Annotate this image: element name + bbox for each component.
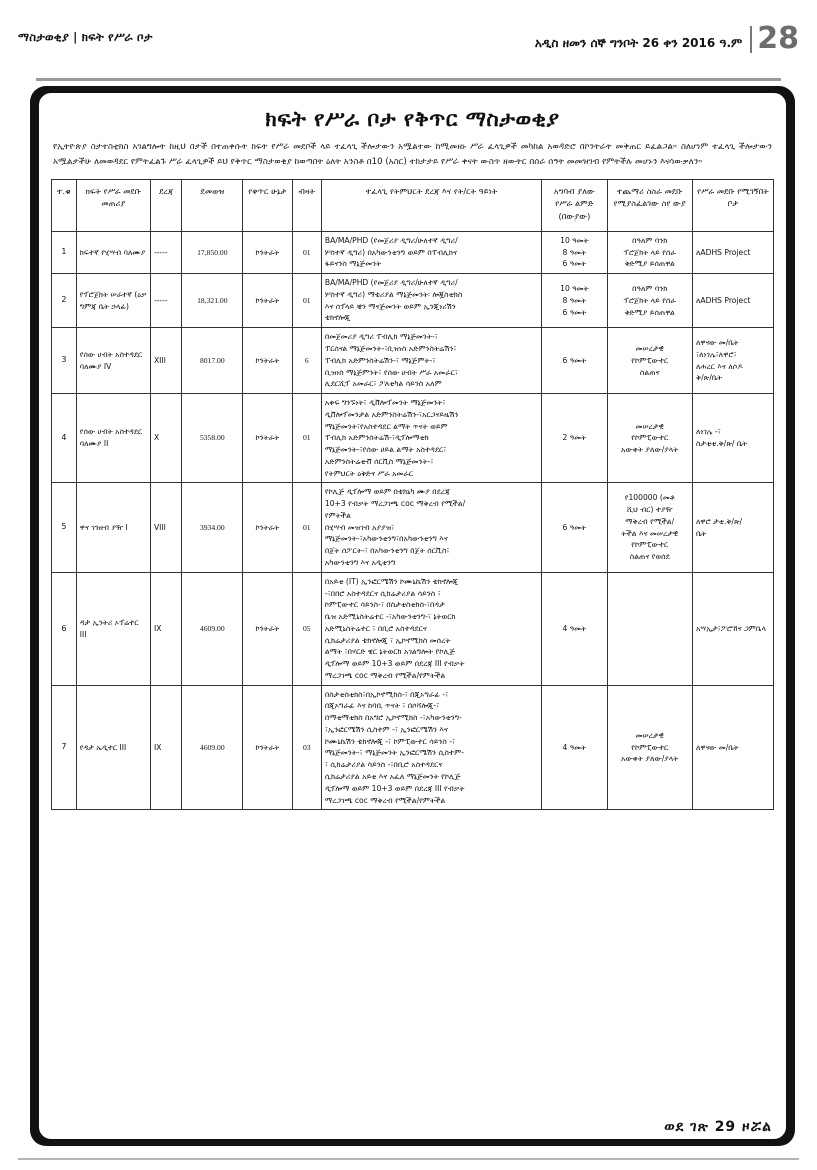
duty-station-line: ቤት [695, 528, 707, 538]
position-grade: IX [150, 685, 181, 810]
position-salary: 8017.00 [182, 328, 243, 394]
employment-type: ኮንትራት [243, 483, 292, 572]
additional-requirement-line: መሠረታዊ [635, 343, 664, 353]
qualification-requirements-line: ማኔጅመንት-፣ ማኔጅመንት ኢንፎርሜሽን ሲስተም- [324, 748, 464, 758]
position-grade: IX [150, 572, 181, 685]
row-number: 2 [52, 274, 77, 328]
work-experience-line: 10 ዓመት [560, 284, 589, 294]
position-title: ዋና ገንዘብ ያዥ I [76, 483, 150, 572]
duty-station [692, 685, 773, 810]
duty-station [692, 274, 773, 328]
col-header-qualification: ተፈላጊ የትምህርት ደረጃ እና የት/ርት ዓይነት [321, 179, 541, 231]
qualification-requirements-line: በመጀመሪያ ዲግሪ ፐብሊክ ማኔጅመንት-፣ [324, 332, 438, 342]
qualification-requirements-line: በጂኦግራፊ እና ከባቢ ጥናት ፣ በሶሻሎጂ-፣ [324, 701, 440, 711]
vacancy-quantity: 01 [292, 483, 321, 572]
qualification-requirements-line: አቀፍ ግንኙነት፣ ዲቨሎፕመንት ማኔጅመንት፣ [324, 398, 446, 408]
page-bottom-rule [18, 1158, 799, 1160]
work-experience-line: 8 ዓመት [562, 295, 587, 305]
qualification-requirements [321, 483, 541, 572]
additional-requirement-line: ፕሮጀክት ላይ የሰራ [623, 247, 676, 257]
duty-station-line: ለዋናው መ/ቤት [695, 742, 739, 752]
qualification-requirements [321, 231, 541, 273]
additional-requirement [607, 685, 692, 810]
vacancy-table [51, 179, 774, 811]
qualification-requirements [321, 328, 541, 394]
qualification-requirements [321, 394, 541, 483]
position-salary: 18,321.00 [182, 274, 243, 328]
additional-requirement-line: ማቅረብ የሚችል/ [625, 516, 675, 526]
employment-type: ኮንትራት [243, 328, 292, 394]
qualification-requirements-line: አድሚኒስትሬተር ፣ በቢሮ አስተዳደርና [324, 623, 427, 633]
duty-station [692, 483, 773, 572]
work-experience [542, 483, 607, 572]
duty-station [692, 231, 773, 273]
qualification-requirements-line: በስታቲስቲክስ፣በኢኮኖሚክስ-፣ በጂኦግራፊ -፣ [324, 689, 449, 699]
duty-station-line: ፣ለነገሌ፣ለዋሮ፣ [695, 349, 737, 359]
qualification-requirements-line: ፋይናንስ ማኔጅመንት [324, 259, 382, 269]
qualification-requirements-line: ሲክሬታሪያል ቴክኖሎጂ ፣ ኢኮኖሚክስ መሰረት [324, 635, 451, 645]
position-title: የፕሮጀክት ሠራተኛ (ዕቃ ግምጃ ቤት ኃላፊ) [76, 274, 150, 328]
position-grade: ----- [150, 231, 181, 273]
work-experience [542, 572, 607, 685]
table-row [52, 394, 774, 483]
table-row [52, 572, 774, 685]
additional-requirement-line: አውቀት ያለው/ያላት [621, 445, 679, 455]
qualification-requirements-line: ፐብሊክ አድምንስትሬሽ-፣ዲፕሎማቲክ [324, 433, 429, 443]
qualification-requirements-line: ፣ ሲክሬታሪያል ሳይንስ -፣በቢሮ አስተዳደርና [324, 760, 443, 770]
continuation-note: ወደ ገጽ 29 ዞሯል [664, 1119, 772, 1135]
qualification-requirements-line: ዲቨሎፕመንታል አድምንስትሬሽን-፣አርጋናይዜሽን [324, 409, 459, 419]
vacancy-table-head [52, 179, 774, 231]
masthead-section-label: ማስታወቂያ | ክፍት የሥራ ቦታ [18, 30, 153, 44]
duty-station-line: ለሐረር እና ለሶዶ [695, 361, 743, 371]
additional-requirement-line: ቅድሚያ ይሰጠዋል [624, 307, 675, 317]
vacancy-quantity: 03 [292, 685, 321, 810]
qualification-requirements [321, 274, 541, 328]
col-header-experience: አግባብ ያለው የሥራ ልምድ (በውِያው) [542, 179, 607, 231]
duty-station-line: ለADHS Project [695, 295, 751, 305]
additional-requirement [607, 274, 692, 328]
employment-type: ኮንትራት [243, 274, 292, 328]
employment-type: ኮንትራት [243, 572, 292, 685]
qualification-requirements [321, 572, 541, 685]
additional-requirement-line: መሠረታዊ [635, 421, 664, 431]
qualification-requirements-line: ሦስተኛ ዲግሪ) በአካውንቲንግ ወይም በፐብሊክና [324, 247, 458, 257]
qualification-requirements-line: ሲክሬታሪያል አይቲ እና አፈለ ማኔጅመንት የኮሊጅ [324, 772, 461, 782]
work-experience [542, 394, 607, 483]
work-experience [542, 328, 607, 394]
work-experience-line: 6 ዓመት [562, 522, 587, 532]
qualification-requirements-line: ማረጋገጫ coc ማቅረብ የሚችል/የምትችል [324, 670, 446, 680]
newspaper-page [0, 22, 817, 1170]
col-header-position: ክፍት የሥራ መደቡ መጠሪያ [76, 179, 150, 231]
vacancy-quantity: 01 [292, 394, 321, 483]
position-title: ዳታ ኢንትሪ ኦፕሬተር III [76, 572, 150, 685]
col-header-additional-requirement: ተጨማሪ ስስራ መደቡ የሚያስፈልገው ስየ ውያ [607, 179, 692, 231]
qualification-requirements-line: በማቲማቲክስ በአግሮ ኢኮኖሚክስ -፣አካውንቲንግ- [324, 713, 462, 723]
qualification-requirements-line: ኮምፒውተር ሳይንስ-፣ በስታቲስቲክስ-፣በዳታ [324, 600, 445, 610]
position-grade: X [150, 394, 181, 483]
qualification-requirements-line: አድምንስትሬቲቭ ሰርቪስ ማኔጅመንት-፣ [324, 456, 434, 466]
position-salary: 4609.00 [182, 685, 243, 810]
duty-station-line: ቅ/ጽ/ቤት [695, 373, 723, 383]
qualification-requirements-line: ማረጋገጫ coc ማቅረብ የሚችል/የምትችል [324, 795, 446, 805]
table-row [52, 231, 774, 273]
additional-requirement-line: የኮምፒውተር [631, 742, 669, 752]
qualification-requirements-line: በጀት ሰፖርት-፣ በአካውንቲንግ በጀት ሰርቪስ፣ [324, 546, 450, 556]
additional-requirement-line: የኮምፒውተር [631, 355, 669, 365]
qualification-requirements-line: BA/MA/PHD (የመጀሪያ ዲግሪ/ሁለተኛ ዲግሪ/ [324, 235, 458, 245]
qualification-requirements-line: ፣ኢንፎርሜሽን ሲስተም -፣ ኢንፎርሜሽን እና [324, 724, 448, 734]
vacancy-quantity: 05 [292, 572, 321, 685]
work-experience-line: 10 ዓመት [560, 235, 589, 245]
table-row [52, 483, 774, 572]
additional-requirement-line: የኮምፒውተር [631, 540, 669, 550]
qualification-requirements-line: ፐርሰናል ማኔጅመንት-፣ቢዝነስ አድምንስትሬሽን፣ [324, 343, 457, 353]
qualification-requirements-line: አካውንቲንግ እና አዲቲንግ [324, 558, 396, 567]
table-row [52, 274, 774, 328]
work-experience-line: 4 ዓመት [562, 742, 587, 752]
qualification-requirements-line: -፣በበሮ አስተዳደርና ሲክሬታሪያል ሳይንስ ፣ [324, 588, 441, 598]
qualification-requirements-line: ዲፕሎማ ወይም 10+3 ወይም በደረጃ III የብቃት [324, 659, 465, 669]
duty-station-line: ለዋሮ ታቲ.ቅ/ጽ/ [695, 516, 743, 526]
qualification-requirements-line: ቴክኖሎጂ [324, 313, 351, 323]
page-number: 28 [757, 21, 799, 56]
col-header-no: ተ.ቁ [52, 179, 77, 231]
additional-requirement-line: ትችል እና መሠረታዊ [621, 528, 679, 538]
position-grade: VIII [150, 483, 181, 572]
work-experience-line: 6 ዓመት [562, 307, 587, 317]
additional-requirement [607, 231, 692, 273]
qualification-requirements-line: የኮሊጅ ዲፕሎማ ወይም በቴክኒካ ሙያ በደረጃ [324, 487, 451, 497]
qualification-requirements-line: ሊደርሺፕ አመራር፣ ፖለቲካል ሳይንስ አለም [324, 379, 442, 389]
row-number: 6 [52, 572, 77, 685]
duty-station-line: ለነገሌ -፣ [695, 427, 721, 437]
publication-date: አዲስ ዘመን ሰኞ ግንቦት 26 ቀን 2016 ዓ.ም [534, 36, 743, 50]
duty-station [692, 328, 773, 394]
employment-type: ኮንትራት [243, 231, 292, 273]
position-salary: 4609.00 [182, 572, 243, 685]
row-number: 1 [52, 231, 77, 273]
advert-card [38, 92, 787, 1140]
table-row [52, 328, 774, 394]
qualification-requirements-line: ማኔጅመንት፣የአስተዳደር ልማት ጥናት ወይም [324, 421, 448, 431]
position-salary: 3934.00 [182, 483, 243, 572]
vacancy-quantity: 01 [292, 231, 321, 273]
qualification-requirements-line: ቤዝ አድሚኒስትሬተር -፣አካውንቲንግ-፣ ኔትወርክ [324, 612, 456, 622]
row-number: 4 [52, 394, 77, 483]
position-salary: 17,850.00 [182, 231, 243, 273]
qualification-requirements-line: የትምህርት ዕቅድና ሥራ አመራር [324, 468, 414, 478]
qualification-requirements-line: በሂሣብ መዝገብ አያያዝ፣ [324, 522, 395, 532]
vacancy-quantity: 01 [292, 274, 321, 328]
table-row [52, 685, 774, 810]
work-experience-line: 6 ዓመት [562, 259, 587, 269]
masthead-right-group [535, 22, 799, 54]
row-number: 7 [52, 685, 77, 810]
qualification-requirements-line: BA/MA/PHD (የመጀሪያ ዲግሪ/ሁለተኛ ዲግሪ/ [324, 278, 458, 288]
work-experience-line: 4 ዓመት [562, 623, 587, 633]
vacancy-quantity: 6 [292, 328, 321, 394]
work-experience [542, 274, 607, 328]
duty-station [692, 572, 773, 685]
table-header-row [52, 179, 774, 231]
qualification-requirements [321, 685, 541, 810]
additional-requirement-line: ስልጠና የወሰደ [629, 552, 670, 562]
work-experience [542, 231, 607, 273]
qualification-requirements-line: ኮሙኒኬሽን ቴክኖሎጂ -፣ ኮምፒውተር ሳይንስ -፣ [324, 736, 456, 746]
additional-requirement-line: ሺህ ብር) ተያዥ [626, 505, 673, 515]
additional-requirement-line: አውቀት ያለው/ያላት [621, 754, 679, 764]
additional-requirement-line: ቅድሚያ ይሰጠዋል [624, 259, 675, 269]
qualification-requirements-line: እና ሰፕላይ ቼን ማናጅመንት ወይም ኢንጂነሪሽን [324, 301, 456, 311]
position-title: የዳታ ኤዲተር III [76, 685, 150, 810]
work-experience-line: 8 ዓመት [562, 247, 587, 257]
row-number: 5 [52, 483, 77, 572]
additional-requirement-line: የ100000 (መቶ [624, 493, 675, 503]
additional-requirement [607, 394, 692, 483]
col-header-duty-station: የሥራ መደቡ የሚገኝበት ቦታ [692, 179, 773, 231]
col-header-employment-type: የቅጥር ሁኔታ [243, 179, 292, 231]
position-grade: XIII [150, 328, 181, 394]
qualification-requirements-line: ማኔጅመንት-፣አካውንቲንግ፣በአካውንቲንግ እና [324, 534, 448, 544]
advert-intro-paragraph: የኢትዮጵያ ስታተስቲክስ አገልግሎት ከዚህ በታች በተጠቀሱት ክፍት የሥራ መደቦች ላይ ተፈላጊ ችሎታውን አሟልተው ከሚመዘኑ ሥራ ፈላጊዎች መካከል አወዳድሮ በኮንትራት መቅጠር ይፈልጋል። ስለሆነም ተፈላጊ ችሎታውን አሟልታችሁ ለመወዳደር የምትፈልጉ ሥራ ፈላጊዎች ይህ የቅጥር ማስታወቂያ ከወጣበት ዕለት አንስቶ በ10 (አስር) ተከታታይ የሥራ ቀናት ውስጥ ዘውትር በሰራ ሰዓት መመዝገብ የምትችሉ መሆኑን እናሳውቃለን። [53, 142, 772, 167]
duty-station-line: ለዋናው መ/ቤት [695, 338, 739, 348]
position-title: የሰው ሀብት አስተዳደር ባለሙያ II [76, 394, 150, 483]
duty-station [692, 394, 773, 483]
qualification-requirements-line: የምትችል [324, 510, 351, 520]
additional-requirement [607, 483, 692, 572]
work-experience [542, 685, 607, 810]
additional-requirement [607, 572, 692, 685]
employment-type: ኮንትራት [243, 394, 292, 483]
additional-requirement-line: የኮምፒውተር [631, 433, 669, 443]
qualification-requirements-line: 10+3 የብቃት ማረጋገጫ coc ማቅረብ የሚችል/ [324, 499, 466, 509]
additional-requirement-line: ስልጠና [639, 367, 660, 377]
advert-title: ክፍት የሥራ ቦታ የቅጥር ማስታወቂያ [265, 107, 560, 131]
duty-station-line: አሣኢታ፣ፖሮኸና ጋምቤላ [695, 623, 767, 633]
work-experience-line: 6 ዓመት [562, 355, 587, 365]
col-header-grade: ደረጃ [150, 179, 181, 231]
qualification-requirements-line: ዲፕሎማ ወይም 10+3 ወይም በደረጃ III የብቃት [324, 783, 465, 793]
duty-station-line: ስታቲቲ.ቅ/ጽ/ ቤት [695, 439, 748, 449]
duty-station-line: ለADHS Project [695, 247, 751, 257]
col-header-quantity: ብዛት [292, 179, 321, 231]
position-title: ክፍተኛ የሂሣብ ባለሙያ [76, 231, 150, 273]
masthead [18, 22, 799, 66]
vacancy-table-body [52, 231, 774, 809]
position-title: የሰው ሀብት አስተዳደር ባለሙያ IV [76, 328, 150, 394]
additional-requirement-line: መሠረታዊ [635, 730, 664, 740]
page-number-group [750, 21, 799, 56]
position-salary: 5358.00 [182, 394, 243, 483]
qualification-requirements-line: ልማት ፣በሃርድ ዌር ኔትወርክ አገልግሎት የኮሊጅ [324, 647, 456, 657]
qualification-requirements-line: ቢዝነስ ማኔጅምንት፣ የሰው ሀብት ሥራ አመራር፣ [324, 367, 458, 377]
additional-requirement-line: በዓለም ባንክ [632, 235, 668, 245]
masthead-horizontal-rule [36, 78, 781, 81]
work-experience-line: 2 ዓመት [562, 433, 587, 443]
employment-type: ኮንትራት [243, 685, 292, 810]
row-number: 3 [52, 328, 77, 394]
additional-requirement [607, 328, 692, 394]
qualification-requirements-line: ፐብሊክ አድምንስትሬሽን-፣ ማኔጅምት-፣ [324, 355, 436, 365]
qualification-requirements-line: ማኔጅመንት-፣የሰው ሀይል ልማት አስተዳደር፣ [324, 445, 447, 455]
qualification-requirements-line: ሦስተኛ ዲግሪ) ማቴሪያል ማኔጅመንት፡ ሎጇስቲክስ [324, 289, 463, 299]
col-header-salary: ደመወዝ [182, 179, 243, 231]
additional-requirement-line: በዓለም ባንክ [632, 284, 668, 294]
additional-requirement-line: ፕሮጀክት ላይ የሰራ [623, 295, 676, 305]
qualification-requirements-line: በአይቲ (IT) ኢንፎርሜሽን ኮሙኒኬሽን ቴክኖሎጂ [324, 576, 459, 586]
position-grade: ----- [150, 274, 181, 328]
page-number-divider [750, 26, 752, 53]
